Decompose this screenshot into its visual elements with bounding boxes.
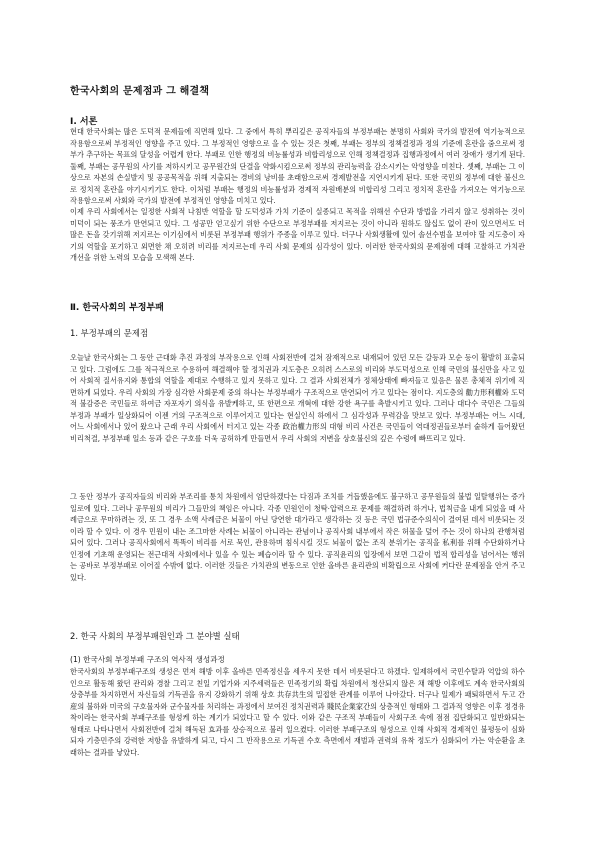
subsection-heading-problems: 1. 부정부패의 문제점: [70, 328, 149, 338]
intro-paragraph-1: 현대 한국사회는 많은 도덕적 문제들에 직면해 있다. 그 중에서 특히 뿌리깊은 공직자들의 부정부패는 분명히 사회와 국가의 발전에 역기능적으로 작용함으로써 부정적인 영향을 주고 있다. 그 부정적인 영향으로 을 수 있는 것은 첫째, 부패는 정부의 정책결정과 정의 기준에 혼란을 줌으로써 정부가 추구하는 목표의 달성을 어렵게 한다. 부패로 인한 행정의 비능률성과 비합리성으로 인해 정책결정과 집행과정에서 여러 장애가 생기게 된다. 둘째, 부패는 공무원의 사기를 저하시키고 공무원간의 단결을 약화시킴으로써 정부의 관리능력을 감소시키는 악영향을 미친다. 셋째, 부패는 그 이상으로 자본의 손실발지 및 공공목적을 위해 지출되는 경비의 낭비를 초래함으로써 경제발전을 지연시키게 된다. 또한 국민의 정부에 대한 불신으로 정치적 혼란을 야기시키기도 한다. 이처럼 부패는 행정의 비능률성과 경제적 자원배분의 비합리성 그리고 정치적 혼란을 가져오는 역기능으로 작용함으로써 사회와 국가의 발전에 부정적인 영향을 미치고 있다.: [70, 127, 525, 205]
document-title: 한국사회의 문제점과 그 해결책: [70, 86, 210, 97]
intro-paragraph-2: 이제 우리 사회에서는 일정한 사회적 나침반 역할을 할 도덕성과 가치 기준이 실종되고 목적을 위해선 수단과 방법을 가리지 않고 성취하는 것이 미덕이 되는 풍조가 만연되고 있다. 그 성공만 얻고싶기 위한 수단으로 부정부패를 저지르는 것이 아니라 원하도 않십도 없이 관이 있으면서도 더 많은 돈을 갖기위해 저지르는 이기심에서 비롯된 부정부패 행위가 주종을 이루고 있다. 더구나 사회생활에 있어 솔선수범을 보여야 할 지도층이 자기의 역할을 포기하고 외면한 채 오히려 비리를 저지르는데 우리 사회 문제의 심각성이 있다. 이러한 한국사회의 문제점에 대해 고찰하고 가치관 개선을 위한 노력의 모습을 모색해 본다.: [70, 207, 525, 262]
subsection-heading-history: (1) 한국사회 부정부패 구조의 역사적 생성과정: [70, 655, 225, 664]
subsection-heading-causes: 2. 한국 사회의 부정부패원인과 그 분야별 실태: [70, 631, 240, 641]
problems-paragraph-1: 오늘날 한국사회는 그 동안 근대화 추진 과정의 부작용으로 인해 사회전반에 걸쳐 잠재적으로 내재되어 있던 모든 갈등과 모순 등이 활발히 표출되고 있다. 그럼에도 그를 적극적으로 수용하여 해결해야 할 정치권과 지도층은 오히려 스스로의 비리와 부도덕성으로 인해 국민의 불신만을 사고 있어 사회적 질서유지와 통합의 역할을 제대로 수행하고 있지 못하고 있다. 그 결과 사회전체가 정체상태에 빠져들고 있음은 물론 총체적 위기에 직면하게 되었다. 우리 사회의 가장 심각한 사회문제 중의 하나는 부정부패가 구조적으로 만연되어 가고 있다는 점이다. 지도층의 勸力形利權와 도덕적 불감증은 국민들로 하여금 자포자기 의식을 유발케하고, 또 한편으로 개혁에 대한 강한 욕구를 촉발시키고 있다. 그러나 대다수 국민은 그들의 부정과 부패가 일상화되어 이젠 거의 구조적으로 이루어지고 있다는 현실인식 하에서 그 심각성과 무력감을 맛보고 있다. 부정부패는 어느 시대, 어느 사회에서나 있어 왔으나 근래 우리 사회에서 터지고 있는 각종 政治權力形의 대형 비리 사건은 국민들이 역대정권들로부터 숱하게 들어왔던 비리척결, 부정부패 일소 등과 같은 구호를 더욱 공허하게 만들면서 우리 사회의 저변을 상호불신의 깊은 수렁에 빠뜨리고 있다.: [70, 353, 525, 443]
problems-paragraph-2: 그 동안 정부가 공직자들의 비리와 부조리를 통치 차원에서 엄단하겠다는 다짐과 조치를 거듭했음에도 불구하고 공무원들의 불법 일탈행위는 증가 일로에 있다. 그러나 공무원의 비리가 그들만의 책임은 아니다. 각종 민원인이 청탁·압력으로 문제를 해결하려 하거나, 법칙금을 내게 되었을 때 사례금으로 무마하려는 것, 또 그 경우 소액 사례금은 뇌물이 아닌 당연한 대가라고 생각하는 것 등은 국민 법규준수의식이 결여된 데서 비롯되는 것이라 할 수 있다. 이 경우 민원이 내는 조그마한 사례는 뇌물이 아니라는 관념이나 공직사회 내부에서 작은 허물을 덮어 주는 것이 하나의 관행처럼 되어 있다. 그러나 공직사회에서 똑똑이 비리를 서로 묵인, 관용하며 침식시킬 것도 뇌물이 없는 조직 분위기는 공직을 私利를 위해 수단화하거나 인정에 기초해 운영되는 전근대적 사회에서나 있을 수 있는 폐습이라 할 수 있다. 공직윤리의 입장에서 보면 그같이 법적 합리성을 넘어서는 행위는 공바로 부정부패로 이어질 수밖에 없다. 이러한 것들은 가치관의 변동으로 인한 올바른 윤리관의 비확립으로 사회에 커다란 문제점을 안겨 주고 있다.: [70, 492, 525, 582]
history-paragraph: 한국사회의 부정부패구조의 생성은 먼저 해방 이후 올바른 민족정신을 세우지 못한 데서 비롯된다고 하겠다. 일제하에서 국민수탈과 억압의 하수인으로 활동해 왔던 관리와 경찰 그리고 친일 기업가와 지주세력들은 민족정기의 확립 차원에서 청산되지 않은 채 해방 이후에도 계속 한국사회의 상층부를 차지하면서 자신들의 기득권을 유지 강화하기 위해 상호 共存共生의 밀접한 관계를 이루어 나아갔다. 더구나 일제가 패퇴하면서 두고 간 産의 불하와 미국의 구호물자와 군수물자를 처리하는 과정에서 보여진 정치권력과 賤民企業家간의 상층적인 형태와 그 결과적 영향은 이후 정경유착이라는 한국사회 부패구조를 형성케 하는 계기가 되었다고 할 수 있다. 이와 같은 구조적 부패들이 사회구조 속에 점점 집단화되고 일반화되는 형태로 나타나면서 사회전반에 걸쳐 해독된 효과를 상승적으로 불러 일으켰다. 이러한 부패구조의 형성으로 인해 사회적 경제적인 불평등이 심화되자 기층민주의 강력한 저항을 유발하게 되고, 다시 그 반작용으로 기득권 수호 측면에서 재벌과 권력의 유착 정도가 심화되어 가는 악순환을 초래하는 결과를 낳았다.: [70, 667, 525, 757]
section-heading-corruption: Ⅱ. 한국사회의 부정부패: [70, 303, 164, 313]
section-heading-introduction: Ⅰ. 서론: [70, 117, 98, 127]
